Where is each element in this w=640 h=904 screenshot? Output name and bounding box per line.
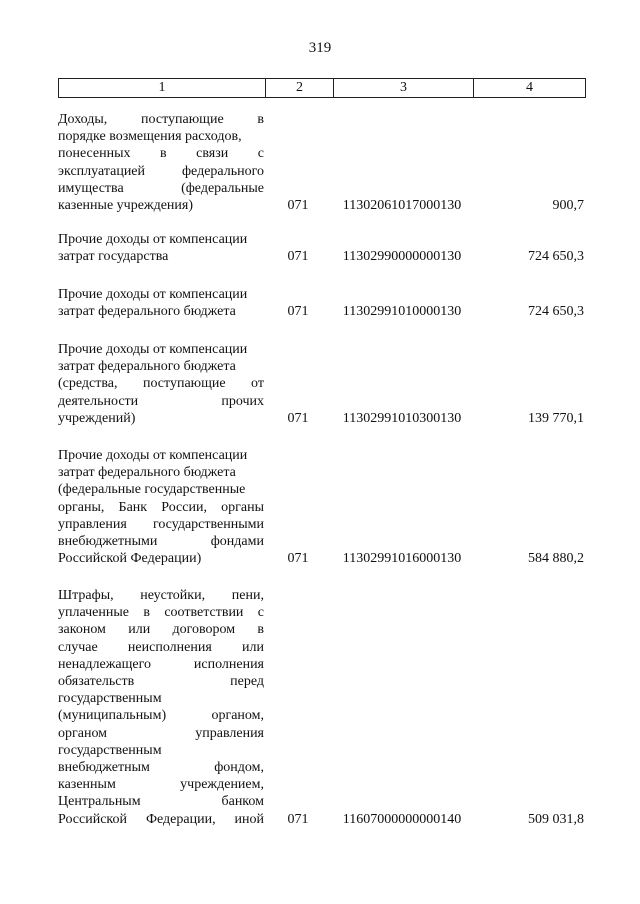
row-description [58,286,264,320]
description-line: управления государственными [58,516,264,532]
amount: 139 770,1 [528,411,584,426]
description-line: имущества (федеральные [58,180,264,196]
description-line: порядке возмещения расходов, [58,129,242,145]
description-line: эксплуатацией федерального [58,163,264,179]
description-line: Прочие доходы от компенсации [58,232,248,247]
description-line: затрат государства [58,249,169,265]
column-header-3: 3 [334,79,474,98]
description-line: казенным учреждением, [58,777,264,793]
amount: 900,7 [552,198,584,213]
description-line: государственным [58,691,162,707]
budget-classification-code: 11302991010000130 [342,304,462,319]
description-line: (средства, поступающие от [58,376,264,392]
description-line: понесенных в связи с [58,146,264,162]
row-description [58,447,264,567]
description-line: органы, Банк России, органы [58,499,264,515]
amount: 584 880,2 [528,551,584,566]
admin-code: 071 [287,411,309,426]
description-line: Прочие доходы от компенсации [58,287,248,302]
admin-code: 071 [287,198,309,213]
description-line: казенные учреждения) [58,198,194,214]
admin-code: 071 [287,551,309,566]
description-line: затрат федерального бюджета [58,359,236,375]
description-line: (федеральные государственные [58,482,246,498]
column-header-4: 4 [474,79,586,98]
description-line: Российской Федерации) [58,551,202,567]
description-line: органом управления [58,725,264,741]
description-line: законом или договором в [58,622,264,638]
description-line: затрат федерального бюджета [58,465,236,481]
budget-classification-code: 11302061017000130 [342,198,462,213]
column-header-1: 1 [59,79,266,98]
description-line: Центральным банком [58,794,264,810]
amount: 509 031,8 [528,812,584,827]
description-line: внебюджетными фондами [58,534,264,550]
description-line: Прочие доходы от компенсации [58,448,248,463]
description-line: Штрафы, неустойки, пени, [58,588,264,603]
page-number: 319 [308,40,332,56]
row-description [58,111,264,214]
description-line: уплаченные в соответствии с [58,605,264,621]
description-line: затрат федерального бюджета [58,304,236,320]
budget-classification-code: 11302991016000130 [342,551,462,566]
description-line: государственным [58,742,162,758]
budget-classification-code: 11302991010300130 [342,411,462,426]
description-line: ненадлежащего исполнения [58,656,264,672]
row-description [58,341,264,427]
budget-classification-code: 11302990000000130 [342,249,462,264]
description-line: Российской Федерации, иной [58,811,264,827]
row-description [58,231,264,265]
description-line: (муниципальным) органом, [58,708,264,724]
amount: 724 650,3 [528,304,584,319]
description-line: учреждений) [58,410,136,426]
admin-code: 071 [287,304,309,319]
description-line: случае неисполнения или [58,639,264,655]
column-header-row [58,78,586,98]
description-line: внебюджетным фондом, [58,760,264,776]
description-line: Прочие доходы от компенсации [58,342,248,357]
row-description [58,587,264,828]
admin-code: 071 [287,812,309,827]
admin-code: 071 [287,249,309,264]
description-line: обязательств перед [58,674,264,690]
budget-classification-code: 11607000000000140 [342,812,462,827]
description-line: деятельности прочих [58,393,264,409]
description-line: Доходы, поступающие в [58,112,264,127]
amount: 724 650,3 [528,249,584,264]
column-header-2: 2 [266,79,334,98]
